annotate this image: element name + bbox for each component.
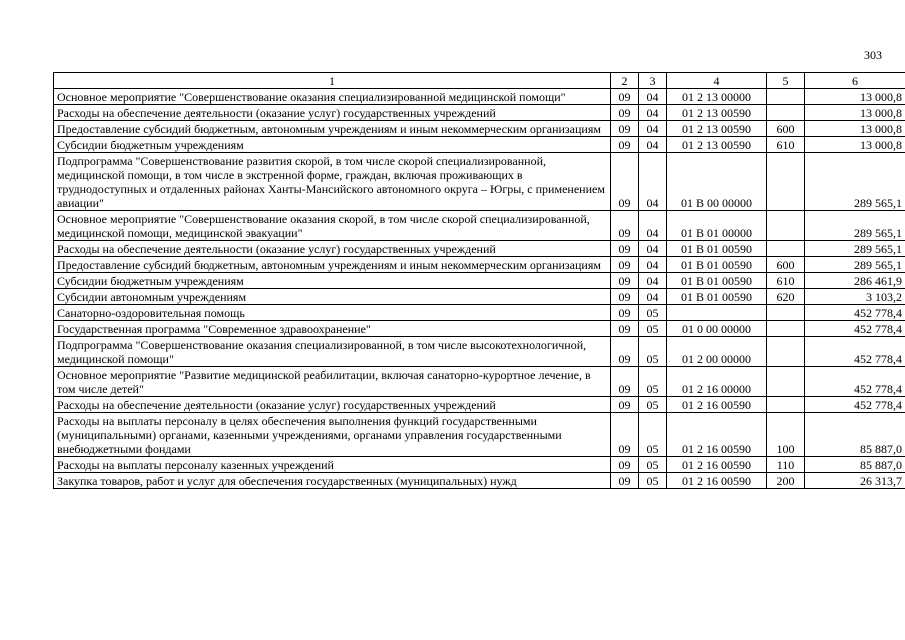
table-row xyxy=(54,89,905,105)
cell-subsection: 04 xyxy=(639,121,667,137)
cell-target-article: 01 В 01 00590 xyxy=(667,257,767,273)
cell-section: 09 xyxy=(611,137,639,153)
cell-target-article: 01 2 13 00590 xyxy=(667,105,767,121)
cell-target-article: 01 В 01 00590 xyxy=(667,289,767,305)
cell-name: Основное мероприятие "Совершенствование оказания специализированной медицинской помощи" xyxy=(54,89,611,105)
table-row xyxy=(54,413,905,457)
cell-section: 09 xyxy=(611,105,639,121)
cell-amount: 452 778,4 xyxy=(805,367,905,397)
table-row xyxy=(54,305,905,321)
cell-amount: 289 565,1 xyxy=(805,153,905,211)
cell-target-article: 01 2 00 00000 xyxy=(667,337,767,367)
cell-subsection: 05 xyxy=(639,413,667,457)
table-row xyxy=(54,137,905,153)
cell-target-article: 01 0 00 00000 xyxy=(667,321,767,337)
cell-amount: 13 000,8 xyxy=(805,89,905,105)
cell-amount: 13 000,8 xyxy=(805,137,905,153)
cell-target-article: 01 В 00 00000 xyxy=(667,153,767,211)
cell-section: 09 xyxy=(611,457,639,473)
cell-target-article: 01 2 16 00590 xyxy=(667,413,767,457)
cell-subsection: 04 xyxy=(639,211,667,241)
cell-target-article: 01 2 16 00000 xyxy=(667,367,767,397)
cell-subsection: 05 xyxy=(639,321,667,337)
cell-expense-type xyxy=(767,397,805,413)
cell-subsection: 05 xyxy=(639,397,667,413)
cell-section: 09 xyxy=(611,289,639,305)
cell-section: 09 xyxy=(611,305,639,321)
cell-name: Санаторно-оздоровительная помощь xyxy=(54,305,611,321)
table-body xyxy=(54,89,905,489)
table-row xyxy=(54,257,905,273)
cell-expense-type xyxy=(767,367,805,397)
cell-expense-type xyxy=(767,305,805,321)
cell-expense-type: 610 xyxy=(767,273,805,289)
cell-section: 09 xyxy=(611,321,639,337)
cell-name: Закупка товаров, работ и услуг для обеспечения государственных (муниципальных) нужд xyxy=(54,473,611,489)
cell-expense-type: 110 xyxy=(767,457,805,473)
cell-subsection: 04 xyxy=(639,273,667,289)
cell-expense-type: 610 xyxy=(767,137,805,153)
cell-section: 09 xyxy=(611,89,639,105)
cell-section: 09 xyxy=(611,337,639,367)
header-row xyxy=(54,73,905,89)
cell-amount: 452 778,4 xyxy=(805,321,905,337)
cell-target-article: 01 2 16 00590 xyxy=(667,397,767,413)
cell-amount: 452 778,4 xyxy=(805,305,905,321)
table-row xyxy=(54,241,905,257)
table-row xyxy=(54,473,905,489)
cell-expense-type xyxy=(767,89,805,105)
header-col-1: 1 xyxy=(54,73,611,89)
cell-section: 09 xyxy=(611,413,639,457)
cell-target-article: 01 2 13 00000 xyxy=(667,89,767,105)
table-row xyxy=(54,321,905,337)
cell-amount: 452 778,4 xyxy=(805,337,905,367)
cell-subsection: 04 xyxy=(639,89,667,105)
cell-section: 09 xyxy=(611,273,639,289)
cell-expense-type xyxy=(767,337,805,367)
cell-name: Расходы на обеспечение деятельности (оказание услуг) государственных учреждений xyxy=(54,105,611,121)
cell-expense-type xyxy=(767,241,805,257)
cell-amount: 289 565,1 xyxy=(805,211,905,241)
cell-section: 09 xyxy=(611,241,639,257)
cell-subsection: 05 xyxy=(639,473,667,489)
cell-expense-type xyxy=(767,211,805,241)
header-col-5: 5 xyxy=(767,73,805,89)
cell-expense-type xyxy=(767,153,805,211)
cell-subsection: 05 xyxy=(639,305,667,321)
cell-section: 09 xyxy=(611,257,639,273)
cell-name: Подпрограмма "Совершенствование оказания специализированной, в том числе высокотехнологичной, медицинской помощи" xyxy=(54,337,611,367)
header-col-6: 6 xyxy=(805,73,905,89)
cell-name: Предоставление субсидий бюджетным, автономным учреждениям и иным некоммерческим организациям xyxy=(54,121,611,137)
cell-name: Основное мероприятие "Развитие медицинской реабилитации, включая санаторно-курортное лечение, в том числе детей" xyxy=(54,367,611,397)
cell-subsection: 04 xyxy=(639,289,667,305)
cell-target-article xyxy=(667,305,767,321)
header-col-2: 2 xyxy=(611,73,639,89)
table-row xyxy=(54,397,905,413)
cell-subsection: 04 xyxy=(639,257,667,273)
cell-subsection: 04 xyxy=(639,241,667,257)
cell-target-article: 01 В 01 00590 xyxy=(667,273,767,289)
cell-expense-type xyxy=(767,105,805,121)
cell-target-article: 01 В 01 00000 xyxy=(667,211,767,241)
cell-name: Предоставление субсидий бюджетным, автономным учреждениям и иным некоммерческим организациям xyxy=(54,257,611,273)
cell-target-article: 01 В 01 00590 xyxy=(667,241,767,257)
header-col-4: 4 xyxy=(667,73,767,89)
cell-amount: 3 103,2 xyxy=(805,289,905,305)
cell-expense-type: 600 xyxy=(767,257,805,273)
table-row xyxy=(54,105,905,121)
cell-name: Субсидии бюджетным учреждениям xyxy=(54,273,611,289)
cell-name: Государственная программа "Современное здравоохранение" xyxy=(54,321,611,337)
cell-expense-type: 600 xyxy=(767,121,805,137)
table-row xyxy=(54,289,905,305)
table-row xyxy=(54,367,905,397)
cell-amount: 286 461,9 xyxy=(805,273,905,289)
cell-subsection: 04 xyxy=(639,153,667,211)
cell-amount: 13 000,8 xyxy=(805,105,905,121)
cell-target-article: 01 2 13 00590 xyxy=(667,137,767,153)
cell-subsection: 05 xyxy=(639,457,667,473)
cell-section: 09 xyxy=(611,211,639,241)
cell-name: Субсидии автономным учреждениям xyxy=(54,289,611,305)
table-row xyxy=(54,337,905,367)
cell-name: Расходы на выплаты персоналу казенных учреждений xyxy=(54,457,611,473)
header-col-3: 3 xyxy=(639,73,667,89)
cell-subsection: 05 xyxy=(639,337,667,367)
cell-target-article: 01 2 13 00590 xyxy=(667,121,767,137)
cell-subsection: 04 xyxy=(639,105,667,121)
cell-name: Расходы на обеспечение деятельности (оказание услуг) государственных учреждений xyxy=(54,397,611,413)
table-row xyxy=(54,121,905,137)
cell-name: Субсидии бюджетным учреждениям xyxy=(54,137,611,153)
cell-target-article: 01 2 16 00590 xyxy=(667,457,767,473)
budget-table xyxy=(53,72,905,489)
cell-amount: 26 313,7 xyxy=(805,473,905,489)
cell-amount: 289 565,1 xyxy=(805,257,905,273)
table-row xyxy=(54,211,905,241)
cell-section: 09 xyxy=(611,397,639,413)
cell-target-article: 01 2 16 00590 xyxy=(667,473,767,489)
cell-amount: 85 887,0 xyxy=(805,413,905,457)
cell-amount: 85 887,0 xyxy=(805,457,905,473)
cell-section: 09 xyxy=(611,367,639,397)
cell-subsection: 05 xyxy=(639,367,667,397)
cell-name: Расходы на обеспечение деятельности (оказание услуг) государственных учреждений xyxy=(54,241,611,257)
table-row xyxy=(54,457,905,473)
cell-section: 09 xyxy=(611,121,639,137)
page-number: 303 xyxy=(864,48,882,62)
cell-amount: 289 565,1 xyxy=(805,241,905,257)
table-row xyxy=(54,273,905,289)
cell-expense-type: 620 xyxy=(767,289,805,305)
cell-name: Подпрограмма "Совершенствование развития скорой, в том числе скорой специализированной, медицинской помощи, в том числе в экстренной форме, граждан, включая проживающих в труднодоступных и отдаленных районах Ханты-Мансийского автономного округа – Югры, с применением авиации" xyxy=(54,153,611,211)
cell-amount: 13 000,8 xyxy=(805,121,905,137)
cell-section: 09 xyxy=(611,153,639,211)
cell-expense-type: 100 xyxy=(767,413,805,457)
table-row xyxy=(54,153,905,211)
cell-section: 09 xyxy=(611,473,639,489)
cell-amount: 452 778,4 xyxy=(805,397,905,413)
cell-name: Основное мероприятие "Совершенствование оказания скорой, в том числе скорой специализированной, медицинской помощи, медицинской эвакуации" xyxy=(54,211,611,241)
cell-name: Расходы на выплаты персоналу в целях обеспечения выполнения функций государственными (муниципальными) органами, казенными учреждениями, органами управления государственными внебюджетными фондами xyxy=(54,413,611,457)
cell-subsection: 04 xyxy=(639,137,667,153)
cell-expense-type: 200 xyxy=(767,473,805,489)
cell-expense-type xyxy=(767,321,805,337)
